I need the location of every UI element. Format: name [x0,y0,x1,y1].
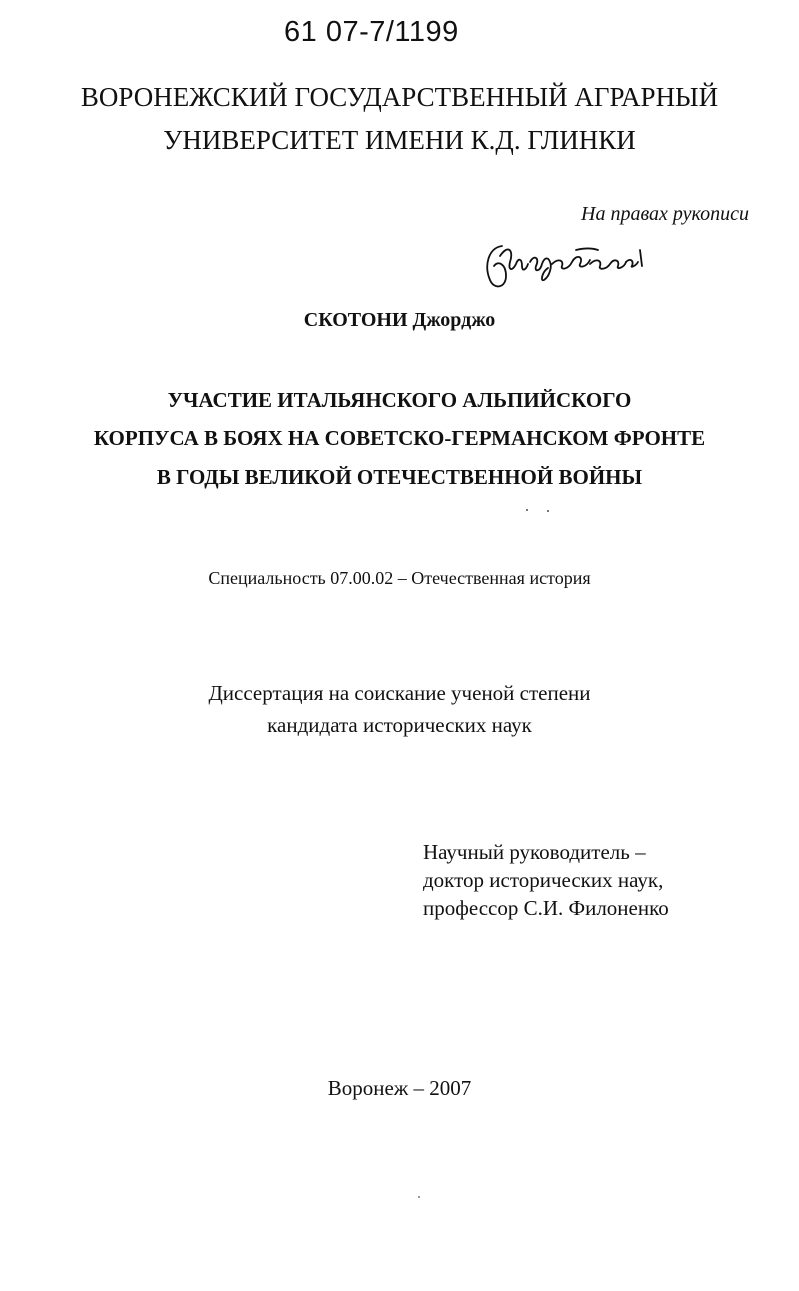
rights-note: На правах рукописи [581,203,749,225]
dissertation-line-2: кандидата исторических наук [267,713,532,737]
dissertation-line-1: Диссертация на соискание ученой степени [208,681,591,705]
scan-speck [526,509,528,511]
institution-line-1: ВОРОНЕЖСКИЙ ГОСУДАРСТВЕННЫЙ АГРАРНЫЙ [80,82,719,112]
thesis-title-line-2: КОРПУСА В БОЯХ НА СОВЕТСКО-ГЕРМАНСКОМ ФРОНТЕ [93,426,706,450]
place-and-year: Воронеж – 2007 [327,1076,472,1100]
document-code: 61 07-7/1199 [284,16,459,48]
supervisor-line-2: доктор исторических наук, [423,868,664,892]
author-name: СКОТОНИ Джорджо [303,309,496,331]
thesis-title-line-1: УЧАСТИЕ ИТАЛЬЯНСКОГО АЛЬПИЙСКОГО [167,388,632,412]
supervisor-line-1: Научный руководитель – [423,840,646,864]
specialty-line: Специальность 07.00.02 – Отечественная история [208,568,591,588]
scan-speck [418,1196,420,1198]
scan-speck [547,510,549,512]
institution-line-2: УНИВЕРСИТЕТ ИМЕНИ К.Д. ГЛИНКИ [163,125,636,155]
supervisor-line-3: профессор С.И. Филоненко [423,896,669,920]
signature-icon [480,236,655,296]
thesis-title-line-3: В ГОДЫ ВЕЛИКОЙ ОТЕЧЕСТВЕННОЙ ВОЙНЫ [156,465,643,489]
